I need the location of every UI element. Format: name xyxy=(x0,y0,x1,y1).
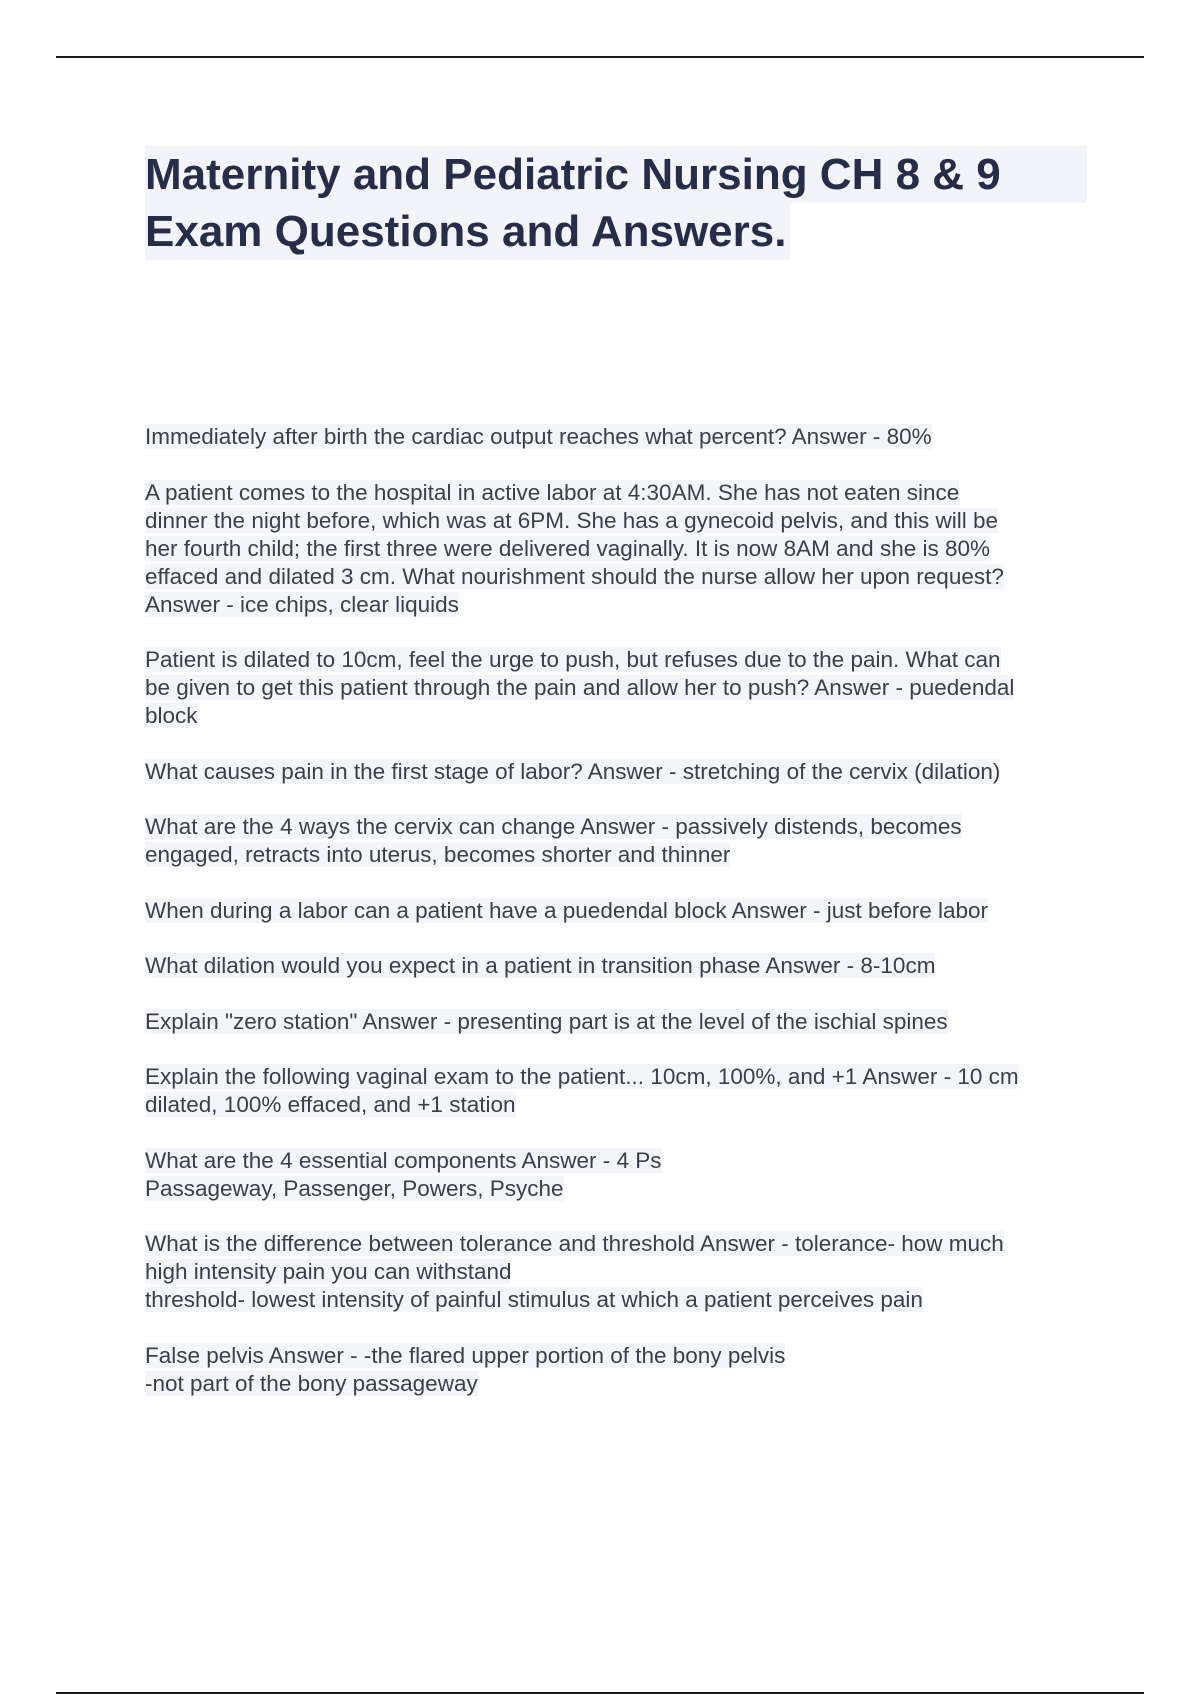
qa-line-text: A patient comes to the hospital in active labor at 4:30AM. She has not eaten since xyxy=(145,479,960,505)
header-rule xyxy=(56,56,1144,58)
qa-item xyxy=(145,758,1095,786)
qa-list xyxy=(145,423,1095,1425)
qa-line xyxy=(145,1175,1095,1203)
qa-line-text: Explain "zero station" Answer - presenting part is at the level of the ischial spines xyxy=(145,1008,948,1034)
qa-line-text: dinner the night before, which was at 6PM. She has a gynecoid pelvis, and this will be xyxy=(145,507,998,533)
document-title xyxy=(145,146,1087,264)
qa-line-text: When during a labor can a patient have a puedendal block Answer - just before labor xyxy=(145,897,989,923)
qa-line xyxy=(145,1342,1095,1370)
qa-item xyxy=(145,646,1095,730)
qa-line xyxy=(145,1091,1095,1119)
qa-line xyxy=(145,674,1095,702)
qa-line xyxy=(145,1286,1095,1314)
title-line-1: Maternity and Pediatric Nursing CH 8 & 9 xyxy=(145,146,1087,203)
qa-item xyxy=(145,1008,1095,1036)
qa-line-text: be given to get this patient through the pain and allow her to push? Answer - puedendal xyxy=(145,675,1015,700)
qa-line xyxy=(145,591,1095,619)
qa-line-text: What are the 4 ways the cervix can change Answer - passively distends, becomes xyxy=(145,814,962,839)
qa-line xyxy=(145,758,1095,786)
qa-line xyxy=(145,1258,1095,1286)
qa-line xyxy=(145,702,1095,730)
qa-line-text: engaged, retracts into uterus, becomes shorter and thinner xyxy=(145,842,731,867)
qa-item xyxy=(145,952,1095,980)
qa-line-text: Passageway, Passenger, Powers, Psyche xyxy=(145,1175,564,1201)
qa-line-text: effaced and dilated 3 cm. What nourishment should the nurse allow her upon request? xyxy=(145,563,1004,589)
qa-line-text: What dilation would you expect in a patient in transition phase Answer - 8-10cm xyxy=(145,953,936,978)
qa-line xyxy=(145,1063,1095,1091)
qa-line-text: False pelvis Answer - -the flared upper portion of the bony pelvis xyxy=(145,1342,786,1368)
qa-item xyxy=(145,423,1095,451)
qa-line xyxy=(145,813,1095,841)
title-line-2: Exam Questions and Answers. xyxy=(145,203,790,260)
qa-line-text: high intensity pain you can withstand xyxy=(145,1259,512,1284)
qa-line-text: block xyxy=(145,703,198,728)
qa-line xyxy=(145,563,1095,591)
qa-line xyxy=(145,952,1095,980)
qa-line-text: Explain the following vaginal exam to the patient... 10cm, 100%, and +1 Answer - 10 cm xyxy=(145,1064,1019,1089)
qa-item xyxy=(145,1342,1095,1398)
qa-item xyxy=(145,1230,1095,1314)
qa-line xyxy=(145,1008,1095,1036)
qa-line xyxy=(145,1370,1095,1398)
qa-line-text: -not part of the bony passageway xyxy=(145,1370,478,1396)
qa-line xyxy=(145,897,1095,925)
qa-item xyxy=(145,479,1095,619)
qa-line xyxy=(145,646,1095,674)
qa-item xyxy=(145,897,1095,925)
qa-line xyxy=(145,507,1095,535)
qa-line-text: What causes pain in the first stage of labor? Answer - stretching of the cervix (dilation) xyxy=(145,758,1001,784)
qa-line xyxy=(145,423,1095,451)
qa-line xyxy=(145,479,1095,507)
qa-line-text: What are the 4 essential components Answer - 4 Ps xyxy=(145,1147,662,1173)
footer-rule xyxy=(56,1692,1144,1694)
qa-line-text: threshold- lowest intensity of painful stimulus at which a patient perceives pain xyxy=(145,1287,923,1312)
qa-line-text: her fourth child; the first three were delivered vaginally. It is now 8AM and she is 80% xyxy=(145,535,991,561)
qa-item xyxy=(145,1147,1095,1203)
qa-line xyxy=(145,1147,1095,1175)
qa-line-text: What is the difference between tolerance and threshold Answer - tolerance- how much xyxy=(145,1231,1004,1256)
qa-line-text: Immediately after birth the cardiac output reaches what percent? Answer - 80% xyxy=(145,424,932,449)
qa-line xyxy=(145,1230,1095,1258)
qa-line-text: Answer - ice chips, clear liquids xyxy=(145,591,459,617)
qa-line xyxy=(145,535,1095,563)
qa-item xyxy=(145,813,1095,869)
qa-item xyxy=(145,1063,1095,1119)
qa-line-text: dilated, 100% effaced, and +1 station xyxy=(145,1092,516,1117)
qa-line-text: Patient is dilated to 10cm, feel the urge to push, but refuses due to the pain. What can xyxy=(145,647,1001,672)
qa-line xyxy=(145,841,1095,869)
